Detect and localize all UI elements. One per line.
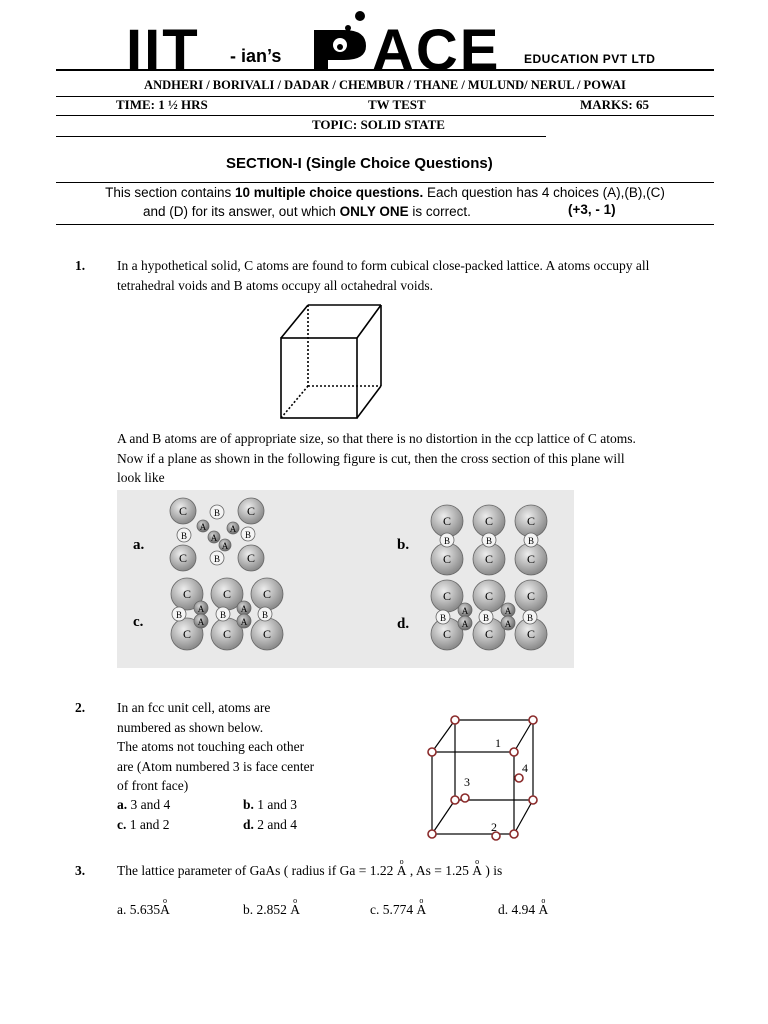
time-label: TIME: 1 ½ HRS <box>116 97 208 112</box>
section-intro-2 <box>143 202 471 221</box>
atom-c-label: C <box>442 589 452 603</box>
logo-iit: IIT <box>126 18 200 83</box>
atom-c-label: C <box>526 552 536 566</box>
q2-line-5: of front face) <box>117 778 189 793</box>
atom-c-label: C <box>222 587 232 601</box>
atom-a-label: A <box>461 619 469 629</box>
atom-c-label: C <box>222 627 232 641</box>
q1-cube-figure <box>276 300 386 422</box>
header-divider <box>56 69 714 71</box>
option-d-diagram <box>431 580 547 650</box>
intro-text-2c: is correct. <box>408 204 471 219</box>
company-name: EDUCATION PVT LTD <box>524 52 656 66</box>
q1-line-3: A and B atoms are of appropriate size, so that there is no distortion in the ccp lattice of C atoms. <box>117 431 636 446</box>
atom-c-label: C <box>526 589 536 603</box>
atom-c-label: C <box>442 627 452 641</box>
atom-c-label: C <box>246 551 256 565</box>
atom-b-label: B <box>213 508 221 518</box>
q2-option-b-label: b. <box>243 797 254 812</box>
q2-line-2: numbered as shown below. <box>117 719 264 735</box>
atom-label-2: 2 <box>491 820 497 834</box>
q2-option-c-label: c. <box>117 817 127 832</box>
atom-a-label: A <box>221 541 229 551</box>
atom-b-label: B <box>219 610 227 620</box>
option-b-label: b. <box>397 537 410 553</box>
q3-option-a-text: a. 5.635 <box>117 902 161 917</box>
marking-scheme: (+3, - 1) <box>568 202 616 217</box>
topic-label: TOPIC: SOLID STATE <box>312 117 445 132</box>
atom-a-label: A <box>504 606 512 616</box>
q3-text-c: ) is <box>482 863 503 878</box>
section-intro <box>56 183 714 202</box>
atom-b-label: B <box>443 536 451 546</box>
atom-b-label: B <box>213 554 221 564</box>
intro-text-1a: This section contains <box>105 185 235 200</box>
q3-option-b-text: b. 2.852 <box>243 902 291 917</box>
q1-line-2: tetrahedral voids and B atoms occupy all octahedral voids. <box>117 277 434 293</box>
atom-b-label: B <box>261 610 269 620</box>
atom-c-label: C <box>182 587 192 601</box>
section-bottom-rule <box>56 224 714 225</box>
q1-line-5: look like <box>117 470 165 485</box>
q1-line-4: Now if a plane as shown in the following figure is cut, then the cross section of this plane will <box>117 450 625 466</box>
q1-line-1: In a hypothetical solid, C atoms are found to form cubical close-packed lattice. A atoms occupy all <box>117 258 650 273</box>
atom-label-1: 1 <box>495 736 501 750</box>
q1-text-continued <box>117 429 717 488</box>
angstrom-unit: o A <box>290 900 300 920</box>
q2-option-c-text: 1 and 2 <box>126 817 170 832</box>
atom-label-4: 4 <box>522 761 528 775</box>
q2-option-d-label: d. <box>243 817 254 832</box>
atom-a-label: A <box>197 617 205 627</box>
q2-option-a-label: a. <box>117 797 128 812</box>
logo-ians: - ian’s <box>230 46 282 66</box>
option-c-diagram <box>171 578 283 650</box>
atom-c-label: C <box>484 589 494 603</box>
q3-option-a[interactable] <box>117 900 170 920</box>
q1-options-figure <box>117 490 574 668</box>
q2-text <box>117 698 357 796</box>
q3-option-d-text: d. 4.94 <box>498 902 539 917</box>
logo-ace: ACE <box>372 18 501 83</box>
topic-divider <box>56 136 546 137</box>
atom-c-label: C <box>526 514 536 528</box>
q2-line-4: are (Atom numbered 3 is face center <box>117 758 315 774</box>
atom-a-label: A <box>240 617 248 627</box>
option-a-diagram <box>170 498 264 571</box>
q3-option-c-text: c. 5.774 <box>370 902 417 917</box>
q3-option-c[interactable] <box>370 900 426 920</box>
q2-fcc-cube-figure <box>418 710 548 846</box>
atom-c-label: C <box>442 514 452 528</box>
q1-number: 1. <box>75 258 86 273</box>
atom-label-3: 3 <box>464 775 470 789</box>
branches-line: ANDHERI / BORIVALI / DADAR / CHEMBUR / THANE / MULUND/ NERUL / POWAI <box>144 78 626 92</box>
angstrom-unit: o A <box>160 900 170 920</box>
section-title: SECTION-I (Single Choice Questions) <box>226 155 493 172</box>
q2-option-a[interactable] <box>117 795 170 815</box>
option-a-label: a. <box>133 537 145 553</box>
angstrom-unit: o A <box>397 861 407 881</box>
angstrom-unit: o A <box>539 900 549 920</box>
atom-b-label: B <box>526 613 534 623</box>
q2-option-d[interactable] <box>243 815 297 835</box>
atom-c-label: C <box>246 504 256 518</box>
atom-c-label: C <box>526 627 536 641</box>
q2-option-b[interactable] <box>243 795 297 815</box>
intro-text-1c: Each question has 4 choices (A),(B),(C) <box>423 185 665 200</box>
q3-text <box>117 861 502 881</box>
q2-line-1: In an fcc unit cell, atoms are <box>117 700 271 715</box>
q3-number: 3. <box>75 863 86 878</box>
angstrom-unit: o A <box>472 861 482 881</box>
option-b-diagram <box>431 505 547 575</box>
q2-line-3: The atoms not touching each other <box>117 739 305 754</box>
intro-text-2a: and (D) for its answer, out which <box>143 204 340 219</box>
atom-a-label: A <box>210 533 218 543</box>
atom-b-label: B <box>180 531 188 541</box>
atom-c-label: C <box>484 552 494 566</box>
atom-c-label: C <box>442 552 452 566</box>
q2-option-d-text: 2 and 4 <box>253 817 298 832</box>
q2-option-c[interactable] <box>117 815 170 835</box>
atom-c-label: C <box>484 514 494 528</box>
atom-c-label: C <box>262 587 272 601</box>
atom-c-label: C <box>178 551 188 565</box>
intro-text-1b: 10 multiple choice questions. <box>234 185 424 200</box>
atom-b-label: B <box>482 613 490 623</box>
atom-b-label: B <box>244 530 252 540</box>
q2-option-a-text: 3 and 4 <box>127 797 171 812</box>
q1-text <box>117 256 717 295</box>
q3-option-d[interactable] <box>498 900 548 920</box>
q2-option-b-text: 1 and 3 <box>253 797 298 812</box>
q3-option-b[interactable] <box>243 900 300 920</box>
q2-number: 2. <box>75 700 86 715</box>
atom-c-label: C <box>484 627 494 641</box>
option-d-label: d. <box>397 616 410 632</box>
atom-a-label: A <box>197 604 205 614</box>
atom-a-label: A <box>461 606 469 616</box>
atom-c-label: C <box>178 504 188 518</box>
atom-b-label: B <box>485 536 493 546</box>
time-divider <box>56 115 714 116</box>
atom-a-label: A <box>229 524 237 534</box>
atom-b-label: B <box>527 536 535 546</box>
atom-a-label: A <box>199 522 207 532</box>
test-label: TW TEST <box>368 97 426 112</box>
marks-label: MARKS: 65 <box>580 97 649 112</box>
logo-p-mark <box>310 8 372 72</box>
atom-c-label: C <box>262 627 272 641</box>
option-c-label: c. <box>133 614 144 630</box>
atom-b-label: B <box>175 610 183 620</box>
atom-c-label: C <box>182 627 192 641</box>
atom-b-label: B <box>439 613 447 623</box>
q3-text-b: , As = 1.25 <box>406 863 473 878</box>
atom-a-label: A <box>504 619 512 629</box>
q3-text-a: The lattice parameter of GaAs ( radius if Ga = 1.22 <box>117 863 397 878</box>
atom-a-label: A <box>240 604 248 614</box>
angstrom-unit: o A <box>417 900 427 920</box>
intro-text-2b: ONLY ONE <box>339 204 409 219</box>
